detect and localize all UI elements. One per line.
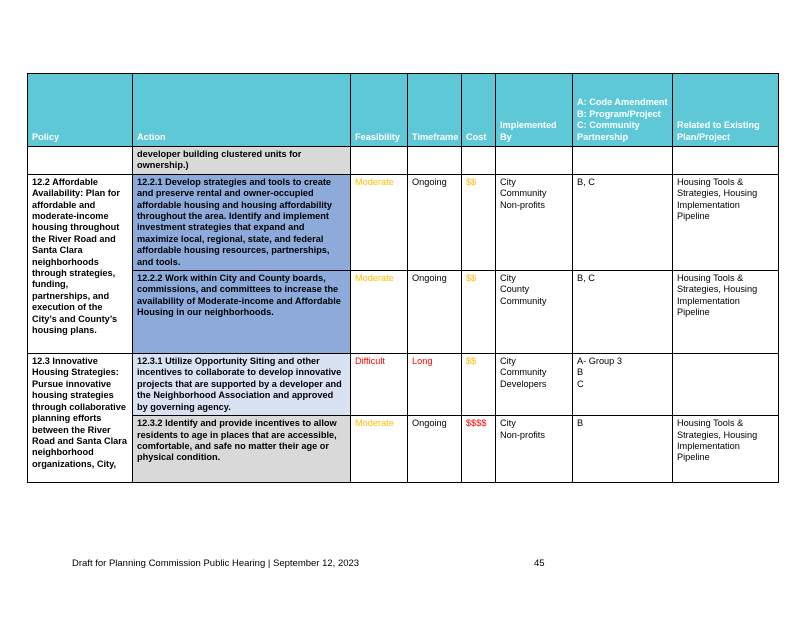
- partnership-item: A- Group 3: [577, 356, 622, 367]
- table-row: [28, 174, 779, 270]
- header-partnership-a: A: Code Amendment: [577, 97, 668, 108]
- header-partnership-c: C: Community Partnership: [577, 120, 640, 142]
- implementer: City: [500, 356, 516, 367]
- header-related: Related to Existing Plan/Project: [673, 74, 779, 147]
- related-cell: Housing Tools & Strategies, Housing Implementation Pipeline: [673, 174, 779, 270]
- timeframe-cell: Ongoing: [408, 174, 462, 270]
- partnership-item: B: [577, 367, 584, 378]
- policy-cell: 12.3 Innovative Housing Strategies: Pursue innovative housing strategies through collaborative planning efforts between the River Road and Santa Clara neighborhood organizations, City,: [28, 354, 133, 483]
- policy-cell: [28, 147, 133, 175]
- implemented-by-cell: [496, 271, 573, 354]
- header-cost: Cost: [462, 74, 496, 147]
- implemented-by-cell: [496, 174, 573, 270]
- header-timeframe: Timeframe: [408, 74, 462, 147]
- table-row-continuation: [28, 147, 779, 175]
- header-action: Action: [133, 74, 351, 147]
- implementer: City: [500, 176, 516, 187]
- header-policy: Policy: [28, 74, 133, 147]
- partnership-item: C: [577, 378, 584, 389]
- policy-cell: 12.2 Affordable Availability: Plan for affordable and moderate-income housing throughout the River Road and Santa Clara neighborhoods through strategies, funding, partnerships, and execution of the City’s and County’s housing plans.: [28, 174, 133, 353]
- header-feasibility: Feasibility: [351, 74, 408, 147]
- action-cell: 12.3.2 Identify and provide incentives to allow residents to age in places that are accessible, comfortable, and safe no matter their age or physical condition.: [133, 416, 351, 483]
- table-row: [28, 354, 779, 416]
- related-cell: Housing Tools & Strategies, Housing Implementation Pipeline: [673, 271, 779, 354]
- header-row: [28, 74, 779, 147]
- related-cell: [673, 354, 779, 416]
- feasibility-cell: Moderate: [351, 416, 408, 483]
- cost-cell: $$: [462, 354, 496, 416]
- implementer: Non-profits: [500, 199, 545, 210]
- implementer: Developers: [500, 378, 547, 389]
- action-cell: developer building clustered units for ownership.): [133, 147, 351, 175]
- cost-cell: $$: [462, 174, 496, 270]
- page-number: 45: [534, 558, 545, 569]
- timeframe-cell: Ongoing: [408, 271, 462, 354]
- related-cell: Housing Tools & Strategies, Housing Implementation Pipeline: [673, 416, 779, 483]
- cost-cell: $$$$: [462, 416, 496, 483]
- partnership-cell: B, C: [573, 174, 673, 270]
- implementer: City: [500, 273, 516, 284]
- partnership-cell: B: [573, 416, 673, 483]
- implementer: Community: [500, 188, 547, 199]
- header-implemented-by: Implemented By: [496, 74, 573, 147]
- timeframe-cell: Long: [408, 354, 462, 416]
- cost-cell: $$: [462, 271, 496, 354]
- timeframe-cell: Ongoing: [408, 416, 462, 483]
- implementer: Non-profits: [500, 429, 545, 440]
- action-cell: 12.2.1 Develop strategies and tools to create and preserve rental and owner-occupied affordable housing and housing affordability throughout the area. Identify and implement investment strategies that expand and maximize local, regional, state, and federal affordable housing resources, partnerships, and tools.: [133, 174, 351, 270]
- footer-text: Draft for Planning Commission Public Hearing | September 12, 2023: [72, 558, 360, 569]
- implemented-by-cell: [496, 416, 573, 483]
- feasibility-cell: Moderate: [351, 271, 408, 354]
- implemented-by-cell: [496, 354, 573, 416]
- table-row: [28, 416, 779, 483]
- implementer: Community: [500, 295, 547, 306]
- table-row: [28, 271, 779, 354]
- implementer: Community: [500, 367, 547, 378]
- implementer: County: [500, 284, 530, 295]
- partnership-cell: [573, 354, 673, 416]
- feasibility-cell: Difficult: [351, 354, 408, 416]
- header-partnership: [573, 74, 673, 147]
- feasibility-cell: Moderate: [351, 174, 408, 270]
- header-partnership-b: B: Program/Project: [577, 108, 661, 119]
- partnership-cell: B, C: [573, 271, 673, 354]
- action-cell: 12.3.1 Utilize Opportunity Siting and other incentives to collaborate to develop innovative projects that are supported by a developer and the Neighborhood Association and approved by governing agency.: [133, 354, 351, 416]
- implementation-table: [27, 73, 779, 483]
- action-cell: 12.2.2 Work within City and County boards, commissions, and committees to increase the availability of Moderate-income and Affordable Housing in our neighborhoods.: [133, 271, 351, 354]
- implementer: City: [500, 418, 516, 429]
